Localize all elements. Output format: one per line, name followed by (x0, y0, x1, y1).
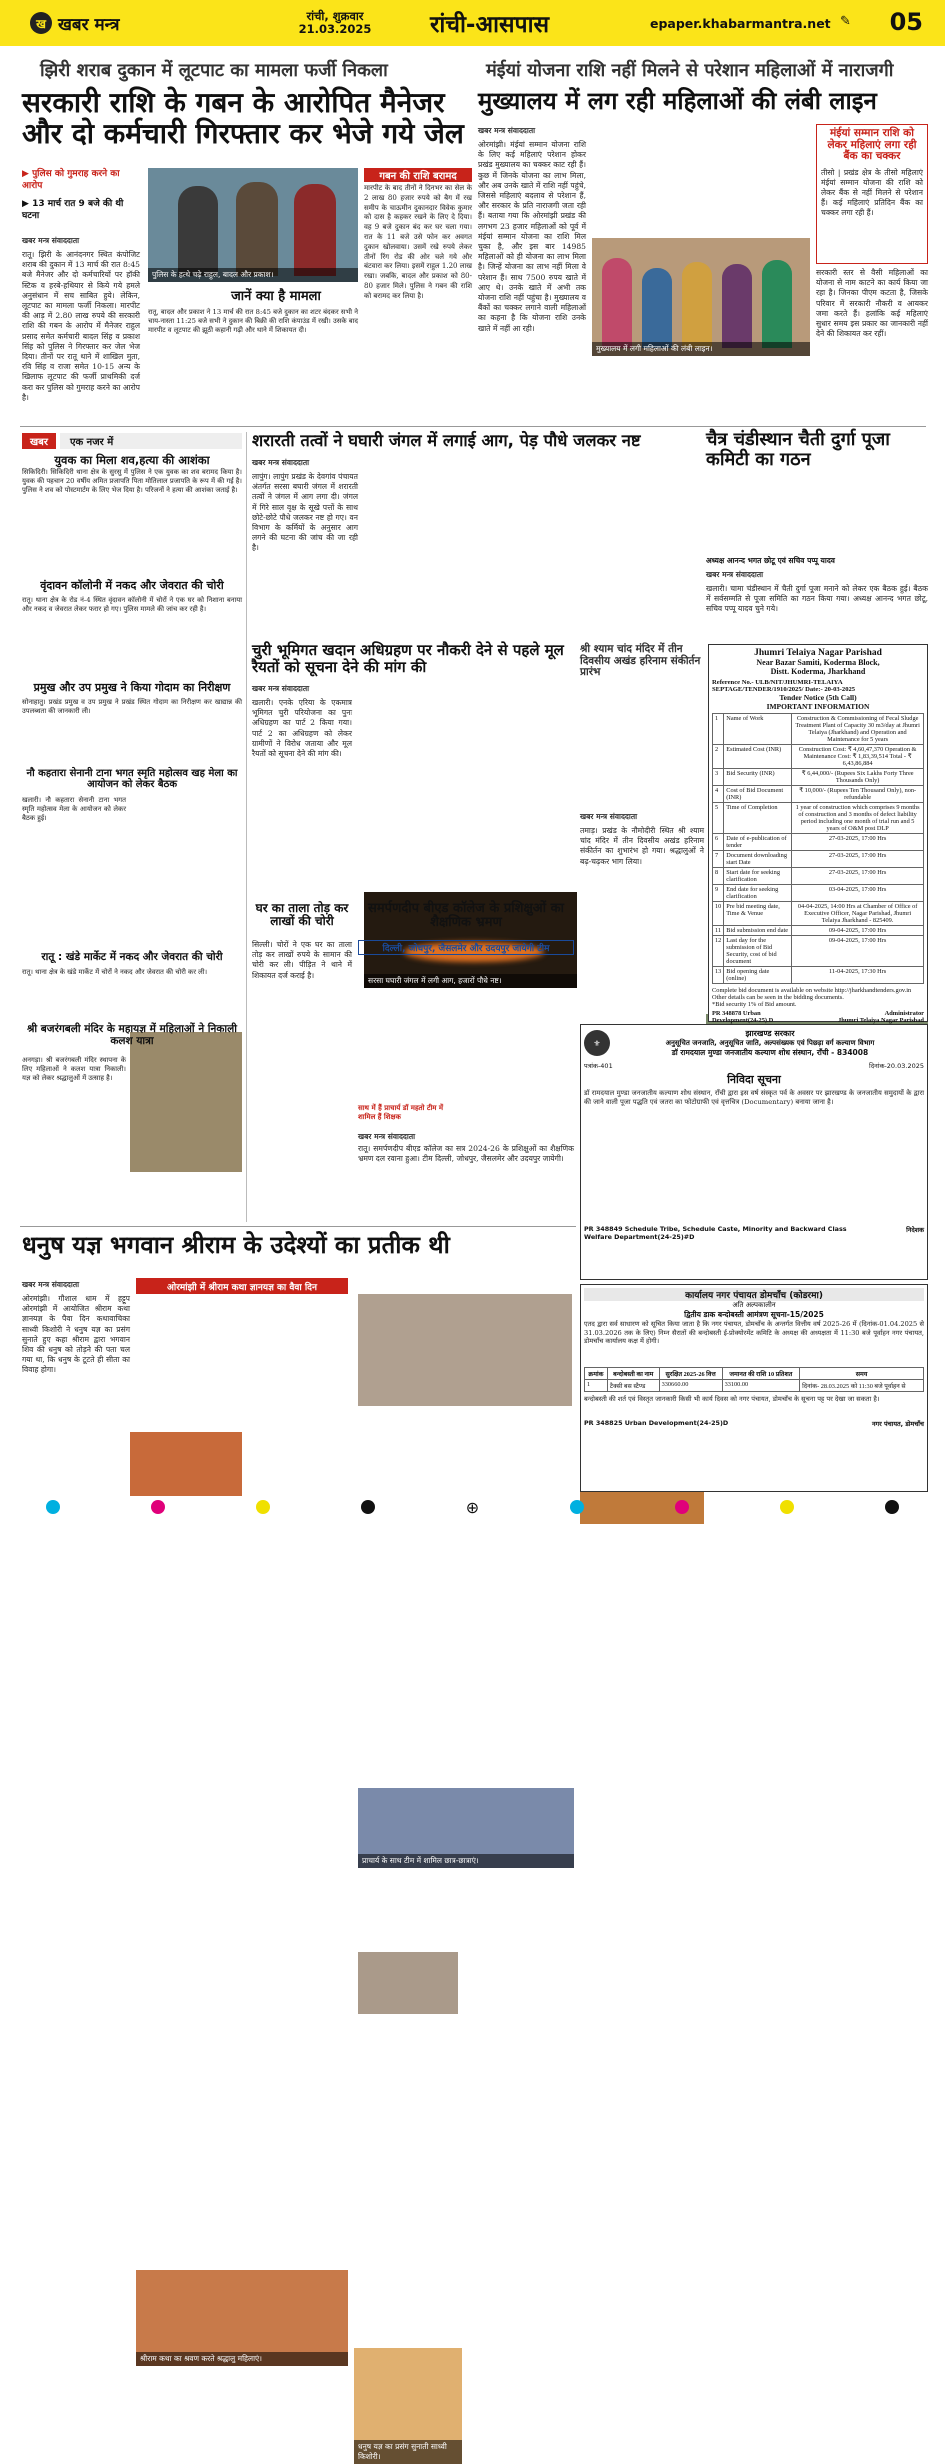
bullet-1: ▶ पुलिस को गुमराह करने का आरोप (22, 169, 120, 191)
brief2-body: रातू। थाना क्षेत्र के रोड नं-4 स्थित वृंदावन कॉलोनी में चोरों ने एक घर को निशाना बनाया और नकद व जेवरात लेकर फरार हो गए। पुलिस मामले की जांच कर रही है। (22, 596, 242, 613)
story1-photo-caption: पुलिस के हत्थे चढ़े राहुल, बादल और प्रकाश। (148, 268, 358, 282)
tender-row (713, 714, 924, 745)
domchanch-tail: बन्दोबस्ती की शर्त एवं विस्तृत जानकारी किसी भी कार्य दिवस को नगर पंचायत, डोमचाँच के सूचना पट्ट पर देखा जा सकता है। (584, 1395, 880, 1403)
tender-ref: Reference No.- ULB/NIT/JHUMRI-TELAIYA SEPTAGE/TENDER/1910/2025/ Date:- 20-03-2025 (712, 679, 856, 693)
tender-sl: 5 (713, 803, 724, 834)
brand-logo (30, 12, 170, 35)
domchanch-pr: PR 348825 Urban Development(24-25)D (584, 1419, 729, 1427)
story2-headline[interactable]: मुख्यालय में लग रही महिलाओं की लंबी लाइन (478, 87, 877, 115)
tender-sl: 8 (713, 868, 724, 885)
person-silhouette (178, 186, 218, 276)
tender-subtitle: IMPORTANT INFORMATION (766, 702, 870, 711)
story10-photo2 (354, 2348, 462, 2464)
section-title: रांची-आसपास (430, 12, 550, 38)
brief5-head[interactable]: रातू : खंडे मार्केट में नकद और जेवरात की चोरी (41, 951, 223, 963)
nivida-title: निविदा सूचना (727, 1073, 781, 1086)
nivida-inst: डॉ रामदयाल मुण्डा जनजातीय कल्याण शोध संस्थान, राँची - 834008 (671, 1048, 869, 1057)
tender-table (712, 713, 924, 984)
cyan-mark (570, 1500, 584, 1514)
story10-headline[interactable]: धनुष यज्ञ भगवान श्रीराम के उदेश्यों का प्रतीक थी (22, 1231, 450, 1259)
story1-byline: खबर मन्त्र संवाददाता (22, 236, 80, 245)
story10-photo1-caption: श्रीराम कथा का श्रवण करते श्रद्धालु महिलाएं। (136, 2352, 348, 2366)
story2-box-tail: सरकारी स्तर से वैसी महिलाओं का योजना से नाम काटने का कार्य किया जा रहा है। जिनका पीएम कटता है, जिसके परिवार में सरकारी नौकरी व आयकर जमा करते हैं। हलांकि कई महिलाएं सुधार समय इस प्रकार का जानकारी नहीं देने की शिकायत कर रहीं। (816, 268, 928, 339)
tender-row (713, 868, 924, 885)
domchanch-table-header (585, 1368, 924, 1380)
domchanch-sign: नगर पंचायत, डोमचाँच (872, 1420, 924, 1428)
story9-byline: खबर मन्त्र संवाददाता (358, 1132, 416, 1141)
nivida-pr: PR 348849 Schedule Tribe, Schedule Caste, Minority and Backward Class Welfare Department(24-25)#D (584, 1225, 847, 1241)
story10-body-col2 (136, 1396, 240, 1490)
domchanch-body: एतद द्वारा सर्व साधारण को सूचित किया जाता है कि नगर पंचायत, डोमचाँच के अन्तर्गत वित्तीय वर्ष 2025-26 में (दिनांक-01.04.2025 से 31.03.2026 तक के लिए) निम्न सैरातों की बन्दोबस्ती ई-प्रोक्योरमेंट कमिटि के अध्यक्ष की अध्यक्षता में 11:30 बजे पूर्वाहन नगर पंचायत, डोमचाँच कार्यालय कक्ष में होगी। (584, 1320, 924, 1346)
brief5-body: रातू। थाना क्षेत्र के खंडे मार्केट में चोरों ने नकद और जेवरात की चोरी कर ली। (22, 968, 208, 976)
story8-body: सिल्ली। चोरों ने एक घर का ताला तोड़ कर लाखों रुपये के सामान की चोरी कर ली। पीड़ित ने थाने में शिकायत दर्ज कराई है। (252, 940, 352, 980)
story2-body-cont (592, 246, 810, 422)
story6-body: खलारी। एनके एरिया के एकमात्र भूमिगत चुरी परियोजना का पुनः अधिग्रहण का पार्ट 2 किया गया। पार्ट 2 का अधिग्रहण को लेकर ग्रामीणों ने विरोध जताया और मूल रैयतों को सूचना देने की मांग की। (252, 698, 352, 759)
tender-field: Time of Completion (724, 803, 792, 834)
brief-tag: एक नजर में (60, 433, 242, 449)
story4-body: लापुंग। लापुंग प्रखंड के देवगांव पंचायत अंतर्गत सरसा बघारी जंगल में शरारती तत्वों ने जंगल में आग लगा दी। जंगल में गिरे साल वृक्ष के सूखे पत्तों के साथ छोटे-छोटे पौधे जलकर नष्ट हो गए। वन विभाग के कर्मियों के अनुसार आग लगने की घटना की जांच की जा रही है। (252, 472, 358, 553)
tender-sl: 13 (713, 967, 724, 984)
tender-field: Pre bid meeting date, Time & Venue (724, 902, 792, 926)
brief3-body: सोनाहातु। प्रखंड प्रमुख व उप प्रमुख ने प्रखंड स्थित गोदाम का निरीक्षण कर खाद्यान्न की उपलब्धता की जानकारी ली। (22, 698, 242, 715)
tender-row (713, 885, 924, 902)
story5-photo-caption: अध्यक्ष आनन्द भगत छोटू एवं सचिव पप्पू यादव (706, 556, 835, 565)
story9-body: रातू। समर्पणदीप बीएड कॉलेज का सत्र 2024-26 के प्रशिक्षुओं का शैक्षणिक भ्रमण दल रवाना हुआ। टीम दिल्ली, जोधपुर, जैसलमेर और उदयपुर जायेगी। (358, 1144, 574, 1164)
story2-box-body: तीसो | प्रखंड क्षेत्र के तीसो महिलाएं मंईयां सम्मान योजना की राशि को लेकर बैंक से नहीं मिलने से परेशान हैं। कई महिलाएं प्रतिदिन बैंक का चक्कर लगा रही हैं। (821, 167, 923, 218)
story6-byline: खबर मन्त्र संवाददाता (252, 684, 310, 693)
tender-addr1: Near Bazar Samiti, Koderma Block, (756, 658, 880, 667)
story9-caption2: साथ में हैं प्राचार्य डॉ महतो टीम में शामिल हैं शिक्षक (358, 1104, 444, 1121)
brief-label: खबर (22, 433, 56, 449)
bullet-2: ▶ 13 मार्च रात 9 बजे की थी घटना (22, 199, 124, 221)
crosshair-icon: ⊕ (465, 1497, 480, 1517)
black-mark (885, 1500, 899, 1514)
tender-value: 09-04-2025, 17:00 Hrs (792, 936, 924, 967)
tender-sl: 12 (713, 936, 724, 967)
story10-body-col3 (244, 1396, 348, 1490)
domchanch-table (584, 1367, 924, 1392)
story5-headline[interactable]: चैत्र चंडीस्थान चैती दुर्गा पूजा कमिटी का गठन (706, 429, 890, 470)
story10-body-col5 (466, 1278, 576, 1490)
brief1-head[interactable]: युवक का मिला शव,हत्या की आशंका (54, 453, 210, 467)
brief4-head[interactable]: नौ कहतारा सेनानी टाना भगत स्मृति महोत्सव खह मेला का आयोजन को लेकर बैठक (26, 768, 238, 790)
story10-photo2-caption: धनुष यज्ञ का प्रसंग सुनाती साध्वी किशोरी। (354, 2440, 462, 2464)
story2-byline: खबर मन्त्र संवाददाता (478, 126, 536, 135)
story5-byline: खबर मन्त्र संवाददाता (706, 570, 764, 579)
tender-title: Tender Notice (5th Call) (779, 693, 857, 702)
magenta-mark (675, 1500, 689, 1514)
brief4-body: खलारी। नौ कहतारा सेनानी टाना भगत स्मृति महोत्सव मेला के आयोजन को लेकर बैठक हुई। (22, 796, 126, 822)
nivida-date: दिनांक-20.03.2025 (869, 1062, 924, 1070)
page-number: 05 (889, 8, 923, 36)
tender-field: End date for seeking clarification (724, 885, 792, 902)
tender-value: Construction & Commissioning of Fecal Sludge Treatment Plant of Capacity 30 m3/day at Jhumri Telaiya (Jharkhand) and Operation and Maintenance for 5 years (792, 714, 924, 745)
epaper-link[interactable]: epaper.khabarmantra.net (650, 15, 831, 31)
tender-signer-org: Jhumri Telaiya Nagar Parishad (838, 1017, 924, 1024)
story2-body: ओरमांझी। मंईयां सम्मान योजना राशि के लिए कई महिलाएं परेशान होकर प्रखंड मुख्यालय का चक्कर काट रही हैं। कुछ में जिनके योजना का लाभ मिला, और अब उनके खाते में राशि नहीं पहुंचे, जिससे महिलाएं बदलाव से परेशान हैं, और सरकार के प्रति नाराजगी जता रही हैं। बताया गया कि ओरमांझी प्रखंड की लगभग 23 हजार महिलाओं को पूर्व में मंईयां सम्मान योजना का राशि मिल चुका है, और इस बार 14985 महिलाओं को ही योजना का लाभ मिला है। जिन्हें योजना का लाभ नहीं मिला वे परेशान हैं। साथ 7500 रुपय खाते में आए थे। उनके खाते में अभी तक योजना राशि नहीं पहुंचा है। मुख्यालय व बैंकों का चक्कर लगाने वाली महिलाओं का कहना है कि योजना राशि उनके खाते में नहीं आ रही। (478, 140, 586, 333)
tender-sl: 2 (713, 745, 724, 769)
tender-value: Construction Cost: ₹ 4,60,47,370 Operation & Maintenance Cost: ₹ 1,83,39,514 Total - ₹ 6,43,86,884 (792, 745, 924, 769)
story10-banner: ओरमांझी में श्रीराम कथा ज्ञानयज्ञ का वैवा दिन (136, 1278, 348, 1294)
story1-subhead-title: जानें क्या है मामला (231, 289, 321, 304)
story2-photo-caption: मुख्यालय में लगी महिलाओं की लंबी लाइन। (592, 342, 810, 356)
tender-sl: 9 (713, 885, 724, 902)
story7-byline: खबर मन्त्र संवाददाता (580, 812, 638, 821)
story5-body: खलारी। चामा चंडीस्थान में चैती दुर्गा पूजा मनाने को लेकर एक बैठक हुई। बैठक में सर्वसम्मति से पूजा समिति का गठन किया गया। अध्यक्ष आनन्द भगत छोटू, सचिव पप्पू यादव चुने गये। (706, 584, 928, 614)
registration-marks (0, 1497, 945, 1517)
dateline (260, 10, 410, 36)
black-mark (361, 1500, 375, 1514)
tender-sl: 11 (713, 926, 724, 936)
domchanch-col-header: समय (800, 1368, 924, 1380)
tender-sl: 7 (713, 851, 724, 868)
brief1-body: सिकिदिरी। सिकिदिरी थाना क्षेत्र के सुरसु में पुलिस ने एक युवक का शव बरामद किया है। युवक की पहचान 20 वर्षीय अमित प्रजापति पिता मोतिलाल प्रजापति के रूप में की गई है। पुलिस ने शव को पोस्टमार्टम के लिए भेज दिया है। परिजनों ने हत्या की आशंका जताई है। (22, 468, 242, 494)
domchanch-col-header: सुरक्षित 2025-26 वित्त (659, 1368, 722, 1380)
tender-sl: 3 (713, 769, 724, 786)
story4-headline[interactable]: शरारती तत्वों ने घघारी जंगल में लगाई आग, पेड़ पौधे जलकर नष्ट (252, 431, 641, 450)
story9-headline[interactable]: समर्पणदीप बीएड कॉलेज के प्रशिक्षुओं का शैक्षणिक भ्रमण (368, 901, 564, 931)
story4-body-col3 (474, 556, 578, 638)
domchanch-cell: 330660.00 (659, 1380, 722, 1392)
tender-sl: 4 (713, 786, 724, 803)
story9-photo2 (358, 1952, 458, 2014)
brief2-head[interactable]: वृंदावन कॉलोनी में नकद और जेवरात की चोरी (40, 579, 224, 592)
story4-photo-caption: सरसा घघारी जंगल में लगी आग, हजारों पौधे नष्ट। (364, 974, 577, 988)
story1-box-title: गबन की राशि बरामद (364, 168, 472, 182)
story1-body-cont (148, 356, 358, 422)
story2-box-head: मंईयां सम्मान राशि को लेकर महिलाएं लगा रही बैंक का चक्कर (827, 127, 917, 163)
cursor-icon: ✎ (840, 14, 851, 29)
domchanch-cell: 1 (585, 1380, 608, 1392)
story1-box-body: मारपीट के बाद तीनों ने दिनभर का सेल के 2 लाख 80 हजार रुपये को बैग में रख समीप के चाऊमीन दुकानदार विवेक कुमार को दास है कहकर रखने के लिए दे दिया। वह 9 बजे दुकान बंद कर घर चला गया। रात के 11 बजे उसे फोन कर अवगत दुकान खोलवाया। उसमें रखे रुपये लेकर तीनों रिंग रोड की ओर चले गये और बंटवारा कर लिया। इसमें राहुल 1.20 लाख रखा। जबकि, बादल और प्रकाश को 80-80 हजार मिले। पुलिस ने गबन की राशि को बरामद कर लिया है। (364, 184, 472, 300)
cyan-mark (46, 1500, 60, 1514)
tender-signer: Administrator (884, 1010, 924, 1017)
tender-value: 27-03-2025, 17:00 Hrs (792, 851, 924, 868)
story10-photo1 (136, 2270, 348, 2366)
tender-row (713, 834, 924, 851)
domchanch-table-row (585, 1380, 924, 1392)
tender-row (713, 769, 924, 786)
tender-addr2: Distt. Koderma, Jharkhand (770, 667, 866, 676)
tender-org: Jhumri Telaiya Nagar Parishad (754, 648, 882, 658)
tender-row (713, 926, 924, 936)
tender-row (713, 902, 924, 926)
tender-value: 03-04-2025, 17:00 Hrs (792, 885, 924, 902)
divider (20, 426, 926, 427)
story7-body: तमाड़। प्रखंड के नौमोदीरी स्थित श्री श्याम चांद मंदिर में तीन दिवसीय अखंड हरिनाम संकीर्तन का शुभारंभ हो गया। श्रद्धालुओं ने बढ़-चढ़कर भाग लिया। (580, 826, 704, 866)
tender-sl: 10 (713, 902, 724, 926)
column-rule (246, 432, 247, 1222)
domchanch-cell: टैक्सी बस स्टैण्ड (607, 1380, 659, 1392)
domchanch-sub: अति अल्पकालीन (732, 1301, 776, 1309)
tender-value: 09-04-2025, 17:00 Hrs (792, 926, 924, 936)
nivida-patrank: पत्रांक-401 (584, 1062, 613, 1070)
story10-body: ओरमांझी। गौशाल धाम में हट्टूप ओरमांझी में आयोजित श्रीराम कथा ज्ञानयज्ञ के पैवा दिन कथावाचिका साध्वी किशोरी ने धनुष यज्ञ का प्रसंग सुनाते हुए कहा श्रीराम द्वारा भगवान शिव की धनुष को तोड़ने की पता चल गया था, कि धनुष के टूटते ही सीता का विवाह होगा। (22, 1294, 130, 1375)
tender-field: Cost of Bid Document (INR) (724, 786, 792, 803)
tender-row (713, 967, 924, 984)
masthead (0, 0, 945, 46)
tender-value: 04-04-2025, 14:00 Hrs at Chamber of Office of Executive Officer, Nagar Parishad, Jhumri Telaiya Jharkhand - 825409. (792, 902, 924, 926)
tender-field: Name of Work (724, 714, 792, 745)
tender-field: Bid opening date (online) (724, 967, 792, 984)
domchanch-col-header: जमानत की राशि 10 प्रतिशत (722, 1368, 800, 1380)
issue-date: 21.03.2025 (298, 22, 372, 36)
story1-photo (148, 168, 358, 282)
story2-kicker: मंईयां योजना राशि नहीं मिलने से परेशान महिलाओं में नाराजगी (486, 60, 894, 81)
story7-headline[interactable]: श्री श्याम चांद मंदिर में तीन दिवसीय अखंड हरिनाम संकीर्तन प्रारंभ (580, 643, 701, 679)
tender-row (713, 851, 924, 868)
story6-headline[interactable]: चुरी भूमिगत खदान अधिग्रहण पर नौकरी देने से पहले मूल रैयतों को सूचना देने की मांग की (252, 641, 564, 676)
story4-byline: खबर मन्त्र संवाददाता (252, 458, 310, 467)
story1-body: रातू। झिरी के आनंदनगर स्थित कंपोजिट शराब की दुकान में 13 मार्च की रात 8:45 बजे मैनेजर और दो कर्मचारियों पर हॉकी स्टिक व हरबे-हथियार से किये गये हमले अनुसंधान में सच साबित हुये। लेकिन, लूटपाट का मामला फर्जी निकला। मारपीट की आड़ में 2.80 लाख रुपये की सरकारी राशि की गबन के आरोप में मैनेजर राहुल प्रसाद समेत कर्मचारी बादल सिंह व प्रकाश सिंह को पुलिस ने गिरफ्तार कर जेल भेज दिया। तीनों पर रातू थाने में शाखिल मुता, रवि सिंह व राजा समेत 10-15 अन्य के खिलाफ लूटपाट की फर्जी प्राथमिकी दर्ज करा कर पुलिस को गुमराह करने का आरोप है। (22, 250, 140, 402)
tender-sl: 6 (713, 834, 724, 851)
domchanch-title: द्वितीय डाक बन्दोबस्ती आमंत्रण सूचना-15/2025 (684, 1310, 824, 1319)
story9-subhead: दिल्ली, जोधपुर, जैसलमेर और उदयपुर जायेगी टीम (358, 940, 574, 955)
nivida-sign: निदेशक (906, 1226, 924, 1234)
nivida-gov: झारखण्ड सरकार (745, 1029, 795, 1038)
nivida-notice (580, 1024, 928, 1280)
story1-kicker: झिरी शराब दुकान में लूटपाट का मामला फर्जी निकला (40, 60, 388, 81)
tender-value: 1 year of construction which comprises 9 months of construction and 3 months of defect liability period including one month of trial run and 5 years of O&M post DLP (792, 803, 924, 834)
tender-row (713, 803, 924, 834)
domchanch-col-header: क्रमांक (585, 1368, 608, 1380)
tender-note: *Bid security 1% of Bid amount. (712, 1001, 797, 1008)
person-silhouette (236, 182, 278, 276)
tender-field: Estimated Cost (INR) (724, 745, 792, 769)
tender-footer: Complete bid document is available on website http://jharkhandtenders.gov.in Other details can be seen in the bidding documents. (712, 987, 912, 1001)
story1-headline[interactable]: सरकारी राशि के गबन के आरोपित मैनेजर और दो कर्मचारी गिरफ्तार कर भेजे गये जेल (22, 86, 464, 150)
tender-row (713, 936, 924, 967)
domchanch-cell: दिनांक- 28.03.2025 को 11:30 बजे पूर्वाहन से (800, 1380, 924, 1392)
brand-logo-icon: ख (30, 12, 52, 34)
person-silhouette (294, 184, 336, 276)
tender-value: 27-03-2025, 17:00 Hrs (792, 834, 924, 851)
story10-byline: खबर मन्त्र संवाददाता (22, 1280, 80, 1289)
brief6-head[interactable]: श्री बजरंगबली मंदिर के महायज्ञ में महिलाओं ने निकाली कलश यात्रा (27, 1023, 237, 1047)
story9-body-side (464, 1040, 574, 1130)
brief-banner (22, 432, 242, 450)
tender-field: Bid Security (INR) (724, 769, 792, 786)
emblem-icon: ⚜ (584, 1030, 610, 1056)
brief6-body: अनगड़ा। श्री बजरंगबली मंदिर स्थापना के लिए महिलाओं ने कलश यात्रा निकाली। यज्ञ को लेकर श्रद्धालुओं में उत्साह है। (22, 1056, 126, 1082)
divider (20, 1226, 576, 1227)
nivida-dept: अनुसूचित जनजाति, अनुसूचित जाति, अल्पसंख्यक एवं पिछड़ा वर्ग कल्याण विभाग (665, 1039, 875, 1047)
story9-photo (358, 1788, 574, 1868)
story9-photo-caption: प्राचार्य के साथ टीम में शामिल छात्र-छात्राएं। (358, 1854, 574, 1868)
magenta-mark (151, 1500, 165, 1514)
tender-value: 11-04-2025, 17:30 Hrs (792, 967, 924, 984)
tender-sl: 1 (713, 714, 724, 745)
tender-field: Bid submission end date (724, 926, 792, 936)
tender-value: ₹ 6,44,000/- (Rupees Six Lakhs Forty Three Thousands Only) (792, 769, 924, 786)
story6-body-cont (358, 806, 572, 898)
story1-subbody: रातू, बादल और प्रकाश ने 13 मार्च की रात 8:45 बजे दुकान का शटर बंदकर सभी ने चाय-नास्ता 11:25 बजे सभी ने दुकान की बिक्री की राशि कंपाउंड में रखी। उसके बाद मारपीट व लूटपाट की झूठी कहानी गढ़ी और थाने में शिकायत दी। (148, 308, 358, 334)
tender-notice (708, 644, 928, 1022)
brief3-head[interactable]: प्रमुख और उप प्रमुख ने किया गोदाम का निरीक्षण (33, 681, 231, 694)
nivida-body: डॉ रामदयाल मुण्डा जनजातीय कल्याण शोध संस्थान, राँची द्वारा इस वर्ष संस्कृत पर्व के अवसर पर झारखण्ड के जनजातीय समुदायों के द्वारा की जाने वाली पूजा पद्धति एवं जतरा का फोटोग्राफी एवं वृत्तचित्र (Documentary) बनाया जाना है। (584, 1089, 924, 1106)
tender-value: ₹ 10,000/- (Rupees Ten Thousand Only), non-refundable (792, 786, 924, 803)
story4-body-col2 (364, 556, 470, 638)
domchanch-cell: 33100.00 (722, 1380, 800, 1392)
yellow-mark (780, 1500, 794, 1514)
tender-field: Date of e-publication of tender (724, 834, 792, 851)
tender-row (713, 745, 924, 769)
tender-field: Start date for seeking clarification (724, 868, 792, 885)
brand-name: खबर मन्त्र (58, 14, 120, 35)
story8-headline[interactable]: घर का ताला तोड़ कर लाखों की चोरी (255, 901, 349, 929)
story10-body-col4 (354, 1398, 462, 1490)
tender-pr: PR 348878 Urban Development(24-25).D (712, 1010, 774, 1024)
brief4-photo (130, 1032, 242, 1172)
tender-field: Last day for the submission of Bid Security, cost of bid document (724, 936, 792, 967)
domchanch-col-header: बन्दोबस्ती का नाम (607, 1368, 659, 1380)
story4-body-col4 (582, 456, 700, 638)
tender-value: 27-03-2025, 17:00 Hrs (792, 868, 924, 885)
brief6-body-cont (22, 1166, 242, 1222)
tender-row (713, 786, 924, 803)
domchanch-notice (580, 1284, 928, 1492)
yellow-mark (256, 1500, 270, 1514)
story2-sidebar-box (816, 124, 928, 264)
tender-field: Document downloading start Date (724, 851, 792, 868)
place-day: रांची, शुक्रवार (306, 9, 364, 23)
domchanch-office: कार्यालय नगर पंचायत डोमचाँच (कोडरमा) (584, 1288, 924, 1301)
story1-bullets (22, 168, 140, 249)
